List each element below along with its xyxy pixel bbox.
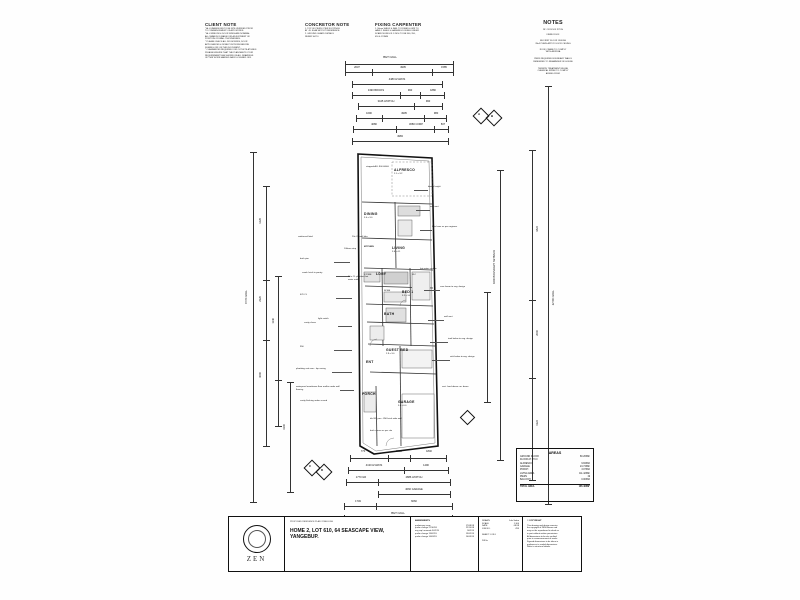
room-label-garage: GARAGE: [398, 400, 415, 404]
callout-brick-corner: light switch: [318, 318, 329, 320]
general-notes-body: 28° OR ROOF PITCH FIBRE ROOF NIL FIRST FLOOR CEILING 28m² PLATE APPLY FLOOR CEILING ROOF CRANE TO COMPLY WITH AS3959A PIERS REQUIRED BOUNDARY WALLS RENDERED TO REMAINDER OF HOUSE TERMITE TREATMENT MILLBE CHEMICAL SPRAY TO COMPLY AS3660.1/2001: [533, 28, 573, 75]
dim-left-1140: 1140: [272, 318, 275, 324]
dim-left-line-4: [290, 382, 291, 492]
callout-cavity-flashing: cavity flashing under screed: [300, 400, 328, 402]
dim-tick: [432, 69, 433, 76]
dim-tick: [250, 502, 257, 503]
room-sub-guest-bed: 2.9 x 3.0: [386, 353, 395, 355]
dim-tick: [529, 300, 536, 301]
dim-right-line-4: [487, 292, 488, 402]
dim-tick: [263, 446, 270, 447]
dim-bottom-4060-garage: 4060 GARAGE: [405, 488, 423, 491]
callout-lintel-over: lintel over as per engineer: [432, 226, 458, 228]
dim-top-overall-label: 8527 O/ALL: [383, 56, 397, 59]
dim-tick: [250, 152, 257, 153]
callout-reinforced-lintel: reinforced lintel: [298, 236, 313, 238]
dim-tick: [442, 103, 443, 110]
dim-bottom-2090: 2090: [396, 450, 402, 453]
leader-line: [416, 210, 430, 211]
title-block-logo-cell: [229, 517, 285, 571]
dim-tick: [450, 491, 451, 498]
dim-left-1226: 1226: [259, 218, 262, 224]
section-marker-c: C: [306, 462, 318, 474]
callout-comb-brick-pantry: comb. brick to pantry: [302, 272, 323, 274]
dim-top-2037: 2037: [354, 66, 360, 69]
dim-tick: [446, 115, 447, 122]
field-rev: 2019a: [482, 539, 488, 542]
dim-tick: [446, 455, 447, 462]
callout-100mm-step: 100mm step: [344, 248, 357, 250]
proposed-label: PROPOSED RESIDENCE PLAN / DWELLING: [290, 521, 334, 523]
dim-tick: [453, 69, 454, 76]
dim-tick: [263, 280, 270, 281]
dim-tick: [497, 170, 504, 171]
title-block-copyright-cell: [523, 517, 581, 571]
dim-bottom-770: 770: [360, 450, 366, 453]
room-sub-dining: 3.0 x 3.0: [364, 217, 373, 219]
callout-stepped-all: stepped-ALL 900 HIGH: [366, 166, 389, 168]
copyright-body: This drawing and design remains the copyright of ZEN Homes and may not be reproduced in whole or in part without written permission. All dimensions to be site verified prior to commencement of works. Figured dimensions to be taken in preference to scaled dimensions. Refer to structural details.: [527, 524, 559, 549]
callout-670-cl: 670 CL: [300, 294, 308, 296]
dim-tick: [348, 467, 349, 474]
dim-left-3090: 3090: [259, 372, 262, 378]
dim-left-line-2: [266, 186, 267, 446]
room-label-living: LIVING: [392, 246, 406, 250]
areas-row: BALCONY 0.00SM²: [520, 479, 590, 482]
copyright-icon: ©: [527, 520, 529, 522]
dim-tick: [263, 340, 270, 341]
dim-right-boundary-setback: 9200 BOUNDARY SETBACK: [493, 250, 496, 284]
callout-brick-pier: brick pier: [300, 258, 309, 260]
dim-line-row5: [356, 118, 446, 119]
dim-line-row1: [345, 72, 453, 73]
leader-line: [414, 190, 428, 191]
dim-top-4080: 4080: [371, 123, 377, 126]
amendments-label: AMENDMENTS: [415, 520, 430, 522]
dim-tick: [287, 382, 294, 383]
room-sub-bed1: 3.2 x 3.4: [402, 295, 411, 297]
field-date: DATE 08/18: [482, 525, 519, 528]
callout-bench-height: bench height: [428, 186, 441, 188]
dim-tick: [287, 492, 294, 493]
fixing-carpenter-note-block: [375, 22, 439, 38]
dim-right-1822: 1822: [536, 226, 539, 232]
title-block-project-cell: [285, 517, 411, 571]
callout-light-switch: hot water system: [420, 268, 437, 270]
amendment-row: preliminary issue 17/08/18: [415, 524, 474, 527]
dim-bottom-1770: 1770 GR: [355, 476, 367, 479]
dim-tick: [452, 503, 453, 510]
dim-tick: [529, 150, 536, 151]
areas-row: PORCH 3.07SM²: [520, 469, 590, 472]
section-marker-e: [462, 412, 473, 423]
room-label-store: STORE: [364, 274, 372, 276]
room-sub-alfresco: 2.1 x 3.2: [394, 173, 403, 175]
callout-plumbing-unit: tank below to eng. design: [448, 338, 473, 340]
dim-tick: [344, 503, 345, 510]
dim-tick: [497, 460, 504, 461]
dim-top-4905b: 4905: [401, 112, 407, 115]
amendment-row: eng req's amends 9/02/19 9/02/19: [415, 530, 474, 533]
dim-tick: [263, 186, 270, 187]
dim-tick: [358, 103, 359, 110]
dim-tick: [378, 491, 379, 498]
field-sheet: SHEET 1 OF 6: [482, 533, 496, 536]
client-note-block: [205, 22, 277, 60]
dim-tick: [414, 103, 415, 110]
dim-tick: [420, 92, 421, 99]
callout-waterproof-membrane: waterproof membrane floor and/or under wall flooring: [296, 386, 340, 391]
client-note-body: * ALL DIMENSIONS TO BE SITE VERIFIED PRIOR TO COMMENCEMENT OF ANY WORKS. * ALL WINDOW & DOOR SIZES ARE NOMINAL ALLOWANCE IS MADE FOR ADJUSTMENT OF POSITION OR WALL THICKNESSES. * PLEASE CHECK ALL ROOM SIZES, DOOR APPLICANCES & ROBE POSITIONS BEFORE SIGNING OFF ON THIS DOCUMENT. * CLEARANCES REQUIRED FOR OUTLETS AT ENDS PLEASE ENSURE THAT THE PLAN MEETS YOUR REQUIREMENTS AS SHOWN ON ALL DRAWINGS OF THIS WORK HANDED BACK & SIGNED OFF.: [205, 27, 257, 60]
callout-hot-water-system: plumbing unit over - lap saving: [296, 368, 326, 370]
dim-tick: [434, 126, 435, 133]
dim-tick: [450, 479, 451, 486]
dim-tick: [350, 455, 351, 462]
callout-conc-beam: conc beam to eng. design: [440, 286, 466, 288]
callout-vehicle-sectional-door: tile WC pan - 850 brick wide wall: [370, 418, 402, 420]
room-label-porch: PORCH: [362, 392, 376, 396]
dim-top-overall-line: [345, 64, 453, 65]
dim-left-line-3: [278, 276, 279, 426]
client-note-title: CLIENT NOTE: [205, 22, 237, 27]
dim-tick: [484, 402, 491, 403]
dim-top-990b: 990: [425, 100, 431, 103]
areas-row: LIVING AREA 111.42SM²: [520, 472, 590, 475]
dim-tick: [448, 126, 449, 133]
dim-top-837: 837: [440, 123, 446, 126]
callout-950: 950: [300, 346, 304, 348]
dim-bottom-1490: 1490: [423, 464, 429, 467]
leader-line: [428, 320, 444, 321]
section-marker-a: A: [475, 110, 487, 122]
areas-row: ALFRESCO 9.84SM²: [520, 462, 590, 465]
dim-bottom-2886: 2886 H'DITCH: [405, 476, 423, 479]
dim-tick: [545, 86, 552, 87]
dim-top-1880: 1880: [430, 89, 436, 92]
dim-right-line-2: [532, 150, 533, 480]
amendment-row: prelim change 22/10/18 22/10/18: [415, 527, 474, 530]
dim-left-3100: 3100: [283, 424, 286, 430]
dim-top-4480: 4480 H'GROS: [388, 78, 406, 81]
dim-bottom-4130: 4130 H'GROS: [365, 464, 383, 467]
dim-tick: [388, 455, 389, 462]
callout-sink-below: sink below to eng. design: [450, 356, 475, 358]
field-drawn: DRAWN J.de Serbo: [482, 520, 519, 522]
dim-left-overall-line: [253, 152, 254, 502]
dim-tick: [448, 467, 449, 474]
dim-tick: [545, 504, 552, 505]
room-label-dining: DINING: [364, 212, 378, 216]
room-sub-garage: 3.0 x 6.0: [398, 405, 407, 407]
callout-cavity-closer: cavity closer: [304, 322, 317, 324]
dim-right-overall-label: 22790 O/ALL: [552, 290, 555, 306]
field-scale: SCALE 1:100: [482, 522, 519, 525]
leader-line: [432, 360, 450, 361]
callout-wall-vent: wall vent: [430, 206, 439, 208]
room-label-bed1: BED 1: [402, 290, 414, 294]
dim-tick: [356, 115, 357, 122]
dim-top-3490: 3490 BRICKS: [367, 89, 385, 92]
dim-tick: [352, 92, 353, 99]
callout-20x-cl-wall-tiles: 20x CL wall tiles: [352, 236, 368, 238]
dim-line-row2: [352, 84, 442, 85]
concretor-note-title: CONCRETOR NOTE: [305, 22, 350, 27]
dim-tick: [275, 276, 282, 277]
dim-tick: [410, 455, 411, 462]
dim-tick: [345, 69, 346, 76]
dim-tick: [376, 503, 377, 510]
dim-bottom-1840: 1840: [426, 450, 432, 453]
dim-right-overall-line: [548, 86, 549, 504]
room-label-robe: ROBE: [384, 290, 391, 292]
dim-tick: [444, 92, 445, 99]
dim-tick: [352, 138, 353, 145]
dim-tick: [396, 126, 397, 133]
dim-top-1690: 1690: [366, 112, 372, 115]
dim-top-1585: 1585: [441, 66, 447, 69]
dim-tick: [372, 69, 373, 76]
dim-right-2000: 2000: [536, 330, 539, 336]
dim-tick: [404, 467, 405, 474]
room-label-ldry: LDRY: [376, 272, 387, 276]
dim-tick: [424, 115, 425, 122]
concretor-note-block: [305, 22, 365, 38]
dim-tick: [378, 479, 379, 486]
areas-row: FLOOR AT 270.0: [520, 459, 538, 462]
general-notes-title: NOTES: [543, 20, 563, 26]
dim-tick: [442, 81, 443, 88]
dim-bottom-line-5: [344, 506, 452, 507]
dim-left-2320: 2320: [259, 296, 262, 302]
room-label-kitchen: KITCHEN: [364, 246, 374, 248]
dim-tick: [275, 426, 282, 427]
room-label-bath: BATH: [384, 312, 395, 316]
dim-bottom-6060: 6060: [411, 500, 417, 503]
dim-top-990: 990: [407, 89, 413, 92]
dim-line-row4: [358, 106, 442, 107]
fixing-carpenter-body: 1. 90mm SHELF & RAIL TO ROBES & WIR TO HAVE 1 SHELF & HANGING DOUBLE UNDER SCAFFOLDING IS 1.2M & TO BE 300, 350, 450 & 170MM: [375, 27, 419, 38]
room-label-wc: W.C: [412, 274, 417, 276]
callout-tile-wc-pan: brick corner as per site: [370, 430, 393, 432]
leader-line: [332, 372, 352, 373]
section-marker-b: B: [488, 112, 500, 124]
callout-60x-cl-plumbed: 60 x CL plumbed hot water outlet: [348, 276, 369, 281]
leader-line: [430, 342, 448, 343]
dim-bottom-line-4: [378, 494, 450, 495]
dim-top-4983: 4983: [397, 135, 403, 138]
dim-line-row3: [352, 95, 444, 96]
room-label-ent: ENT: [366, 360, 374, 364]
dim-tick: [400, 92, 401, 99]
leader-line: [336, 298, 352, 299]
dim-tick: [448, 138, 449, 145]
leader-line: [334, 262, 350, 263]
areas-row: PIERS 19: [520, 475, 590, 478]
dim-tick: [382, 115, 383, 122]
leader-line: [334, 350, 352, 351]
room-label-guest-bed: GUEST BED: [386, 348, 409, 352]
general-notes-block: [498, 20, 608, 76]
leader-line: [340, 390, 354, 391]
concretor-note-body: 1. TOP OF PIERS / PIER FOOTINGS AT -XL SLAB SETOUT REFERENCE. 2. GROUND GUARD DETAILS REFER SHT 6: [305, 27, 340, 38]
section-marker-d: D: [318, 466, 330, 478]
dim-top-4905: 4905: [400, 66, 406, 69]
dim-left-overall-label: 9776 O/ALL: [245, 290, 248, 304]
dim-bottom-line-3: [346, 482, 450, 483]
dim-bottom-overall-label: 8527 O/ALL: [391, 512, 405, 515]
title-block-amendments-cell: [411, 517, 479, 571]
dim-tick: [346, 479, 347, 486]
leader-line: [338, 326, 352, 327]
leader-line: [420, 230, 432, 231]
title-block: [228, 516, 582, 572]
leader-line: [424, 290, 440, 291]
callout-wall-vent-2: wall vent: [444, 316, 453, 318]
dim-top-980: 980: [433, 112, 439, 115]
dim-tick: [352, 81, 353, 88]
areas-box: [516, 448, 594, 502]
dim-top-3445: 3445 H'DITCH: [377, 100, 395, 103]
dim-right-line-3: [500, 170, 501, 460]
room-label-alfresco: ALFRESCO: [394, 168, 416, 172]
dim-tick: [353, 126, 354, 133]
zen-logo-mark: [243, 525, 271, 553]
dim-bottom-1749: 1749: [355, 500, 361, 503]
dim-top-3080: 3080 CORP: [409, 123, 423, 126]
dim-bottom-line-2: [348, 470, 448, 471]
title-block-fields-cell: [479, 517, 523, 571]
callout-sect-hard-above: sect. hard above cnr. beam: [442, 386, 469, 388]
dim-line-row7: [352, 141, 448, 142]
fixing-carpenter-title: FIXING CARPENTER: [375, 22, 422, 27]
project-title: HOME 2, LOT 610, 64 SEASCAPE VIEW, YANGEBUP.: [290, 527, 385, 541]
areas-title: AREAS: [548, 451, 562, 455]
dim-tick: [529, 378, 536, 379]
areas-row: GARAGE 24.74SM²: [520, 465, 590, 468]
copyright-title: © COPYRIGHT: [527, 520, 542, 522]
field-job-no: JOB NO. Z89: [482, 528, 519, 531]
room-sub-living: 3.6 x 4.1: [392, 251, 401, 253]
dim-tick: [275, 380, 282, 381]
areas-total-row: TOTAL AREA 185.46SM²: [520, 485, 590, 488]
zen-logo-text: ZEN: [246, 555, 267, 563]
amendment-row: prelim change 13/02/19 13/02/19: [415, 532, 474, 535]
areas-row: GROUND FLOOR 80.26SM²: [520, 456, 590, 458]
amendment-row: prelim change 14/03/19 14/03/19: [415, 535, 474, 538]
dim-bottom-line-1: [350, 458, 446, 459]
dim-tick: [484, 292, 491, 293]
dim-right-1322: 1322: [536, 420, 539, 426]
